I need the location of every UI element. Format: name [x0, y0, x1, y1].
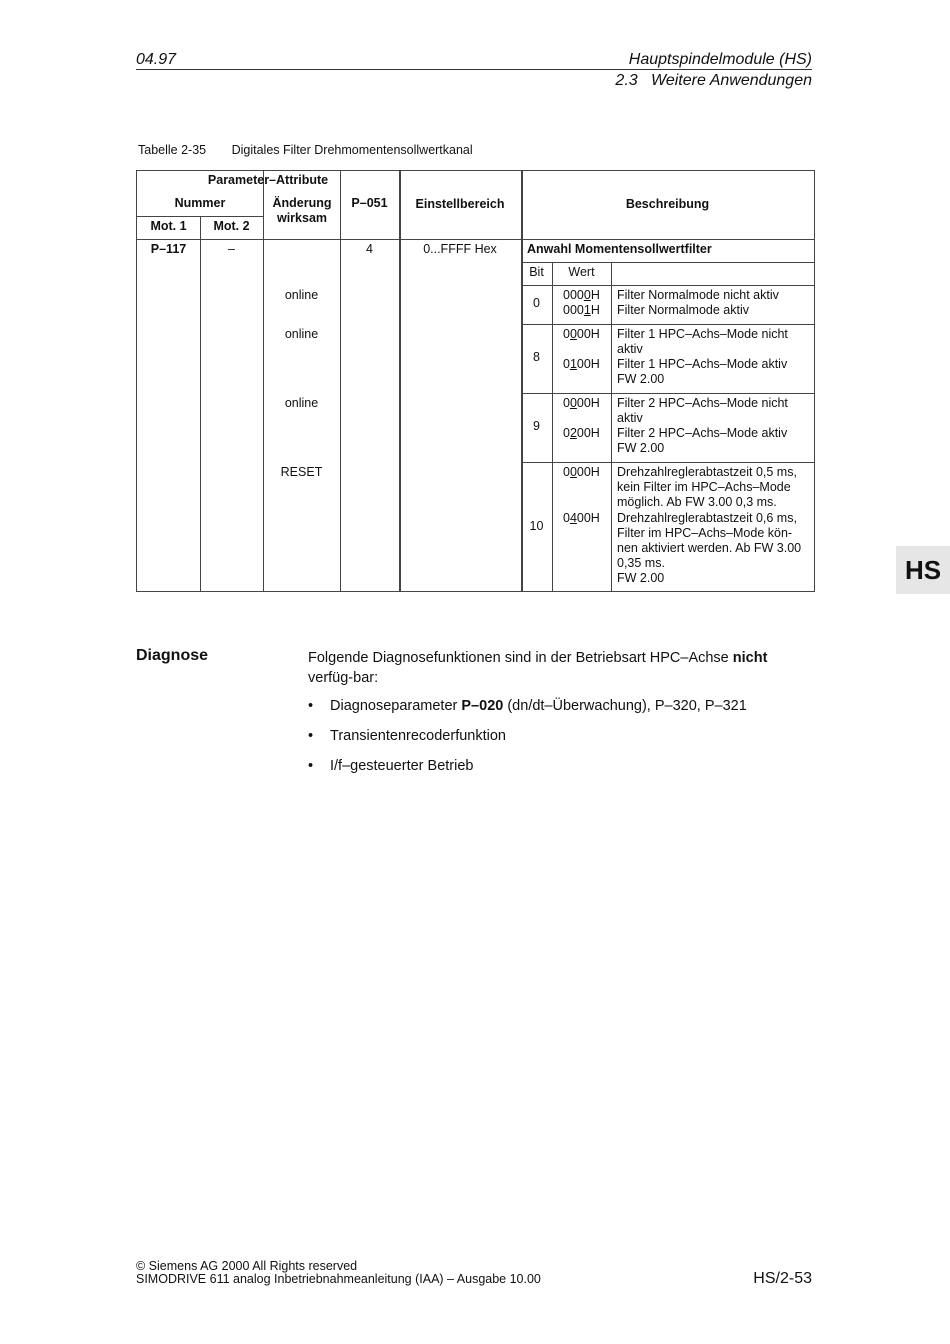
value-bit0-on: 0001H — [563, 303, 600, 317]
effect-bit0: online — [284, 288, 319, 302]
desc-bit0-off: Filter Normalmode nicht aktiv — [617, 288, 779, 302]
header-einstellbereich: Einstellbereich — [415, 197, 505, 211]
row-line — [521, 262, 814, 263]
header-aenderung: Änderung wirksam — [272, 196, 332, 225]
desc-bit10-fw: FW 2.00 — [617, 571, 665, 585]
value-bit10-on: 0400H — [563, 511, 600, 525]
row-line — [521, 393, 814, 394]
desc-bit8-off: Filter 1 HPC–Achs–Mode nicht aktiv — [617, 327, 788, 356]
table-caption-number: Tabelle 2-35 — [138, 143, 207, 157]
effect-bit10: RESET — [280, 465, 323, 479]
desc-bit10-on: Drehzahlreglerabtastzeit 0,6 ms, Filter im HPC–Achs–Mode kön-nen aktiviert werden. Ab FW 3.00 0,35 ms. — [617, 511, 802, 570]
table-caption — [138, 143, 473, 157]
desc-bit10-off: Drehzahlreglerabtastzeit 0,5 ms, kein Filter im HPC–Achs–Mode möglich. Ab FW 3.00 0,3 ms. — [617, 465, 797, 509]
value-bit8-on: 0100H — [563, 357, 600, 371]
effect-bit8: online — [284, 327, 319, 341]
bullet-icon: • — [308, 698, 314, 714]
desc-bit9-off: Filter 2 HPC–Achs–Mode nicht aktiv — [617, 396, 788, 425]
effect-bit9: online — [284, 396, 319, 410]
col-line — [340, 171, 341, 591]
bullet-icon: • — [308, 728, 314, 744]
desc-bit0-on: Filter Normalmode aktiv — [617, 303, 749, 317]
header-chapter: Hauptspindelmodule (HS) — [628, 51, 812, 68]
desc-bit9-on: Filter 2 HPC–Achs–Mode aktiv — [617, 426, 788, 440]
diagnose-bullet-1: • Diagnoseparameter P–020 (dn/dt–Überwachung), P–320, P–321 — [308, 698, 747, 714]
value-bit9-on: 0200H — [563, 426, 600, 440]
header-rule — [136, 69, 812, 70]
subheader-wert: Wert — [568, 265, 595, 279]
col-line — [200, 217, 201, 591]
header-mot2: Mot. 2 — [213, 219, 250, 233]
col-line — [611, 262, 612, 591]
row-line — [521, 285, 814, 286]
table-caption-title: Digitales Filter Drehmomentensollwertkanal — [231, 143, 473, 157]
diagnose-title: Diagnose — [136, 647, 209, 664]
value-bit9-off: 0000H — [563, 396, 600, 410]
header-p051: P–051 — [351, 196, 388, 210]
subheader-bit: Bit — [529, 265, 544, 279]
bit-10: 10 — [529, 519, 544, 533]
diagnose-intro: Folgende Diagnosefunktionen sind in der Betriebsart HPC–Achse nicht verfüg-bar: — [308, 650, 768, 686]
row-line — [137, 216, 263, 217]
footer-document: SIMODRIVE 611 analog Inbetriebnahmeanleitung (IAA) – Ausgabe 10.00 — [136, 1272, 541, 1286]
param-p051: 4 — [366, 242, 373, 256]
param-range: 0...FFFF Hex — [423, 242, 497, 256]
row-line — [521, 462, 814, 463]
side-tab-hs: HS — [896, 546, 950, 594]
bit-9: 9 — [533, 419, 540, 433]
param-mot2: – — [228, 242, 235, 256]
value-bit8-off: 0000H — [563, 327, 600, 341]
value-bit10-off: 0000H — [563, 465, 600, 479]
desc-bit8-on: Filter 1 HPC–Achs–Mode aktiv — [617, 357, 788, 371]
row-line — [521, 324, 814, 325]
header-version: 04.97 — [136, 51, 177, 68]
param-title: Anwahl Momentensollwertfilter — [527, 242, 712, 256]
header-param-attr: Parameter–Attribute — [207, 173, 329, 187]
desc-bit9-fw: FW 2.00 — [617, 441, 665, 455]
bullet-icon: • — [308, 758, 314, 774]
header-beschreibung: Beschreibung — [625, 197, 710, 211]
header-mot1: Mot. 1 — [150, 219, 187, 233]
footer-page-number: HS/2-53 — [753, 1270, 812, 1287]
header-section: 2.3 Weitere Anwendungen — [615, 72, 812, 89]
col-line — [552, 262, 553, 591]
bit-8: 8 — [533, 350, 540, 364]
parameter-table — [136, 170, 815, 592]
desc-bit8-fw: FW 2.00 — [617, 372, 665, 386]
value-bit0-off: 0000H — [563, 288, 600, 302]
col-line — [399, 171, 401, 591]
row-line — [137, 239, 814, 240]
footer-copyright: © Siemens AG 2000 All Rights reserved — [136, 1259, 358, 1273]
header-nummer: Nummer — [174, 196, 226, 210]
col-line — [263, 171, 264, 591]
diagnose-bullet-2: • Transientenrecoderfunktion — [308, 728, 506, 744]
diagnose-bullet-3: • I/f–gesteuerter Betrieb — [308, 758, 474, 774]
bit-0: 0 — [533, 296, 540, 310]
param-mot1: P–117 — [150, 242, 187, 256]
